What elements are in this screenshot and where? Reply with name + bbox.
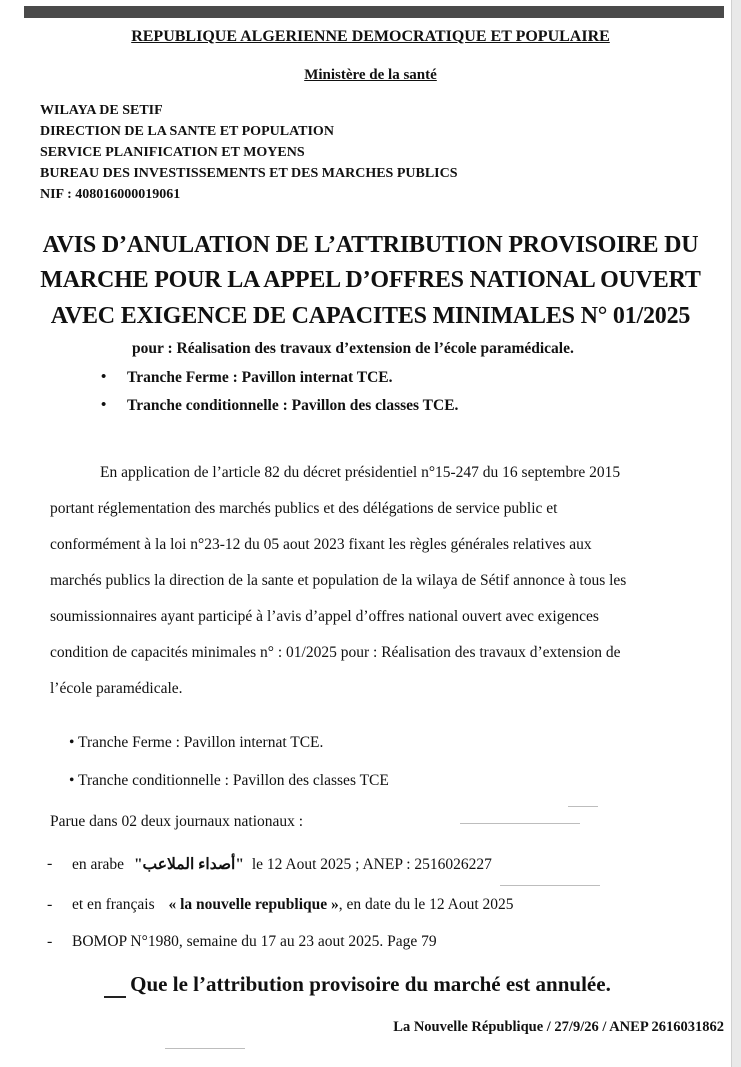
arabe-newspaper-name: "أصداء الملاعب": [133, 856, 244, 873]
bullet-icon: •: [101, 369, 107, 385]
scan-smudge: [460, 823, 580, 824]
header-wilaya: WILAYA DE SETIF: [40, 103, 163, 118]
publication-bomop: BOMOP N°1980, semaine du 17 au 23 aout 2025. Page 79: [72, 933, 437, 950]
ministry-heading: Ministère de la santé: [304, 67, 437, 83]
scan-smudge: [165, 1048, 245, 1049]
body-line-6: condition de capacités minimales n° : 01/2025 pour : Réalisation des travaux d’extension de: [50, 644, 621, 661]
dash-marker: -: [47, 933, 53, 950]
header-nif: NIF : 408016000019061: [40, 187, 181, 202]
fr-post: , en date du le 12 Aout 2025: [338, 896, 514, 913]
title-object: pour : Réalisation des travaux d’extension de l’école paramédicale.: [132, 340, 574, 357]
scan-right-edge: [731, 0, 741, 1067]
dash-marker: -: [47, 855, 53, 872]
title-line-2: MARCHE POUR LA APPEL D’OFFRES NATIONAL OUVERT: [40, 267, 701, 293]
tranche-conditionnelle-item: • Tranche conditionnelle : Pavillon des classes TCE: [69, 772, 389, 789]
publication-francais: [72, 896, 514, 914]
publication-arabe: [72, 855, 492, 874]
tranche-ferme-item: • Tranche Ferme : Pavillon internat TCE.: [69, 734, 324, 751]
title-line-3: AVEC EXIGENCE DE CAPACITES MINIMALES N° 01/2025: [50, 303, 691, 329]
scan-smudge: [500, 885, 600, 886]
header-direction: DIRECTION DE LA SANTE ET POPULATION: [40, 124, 334, 139]
body-line-2: portant réglementation des marchés publics et des délégations de service public et: [50, 500, 558, 517]
republic-heading: REPUBLIQUE ALGERIENNE DEMOCRATIQUE ET POPULAIRE: [131, 28, 610, 45]
bullet-icon: •: [101, 397, 107, 413]
closing-statement: Que le l’attribution provisoire du marché est annulée.: [130, 972, 611, 996]
fr-newspaper-name: « la nouvelle republique »: [168, 896, 339, 913]
footer-source: La Nouvelle République / 27/9/26 / ANEP 2616031862: [393, 1019, 724, 1035]
scan-smudge: [568, 806, 598, 807]
tranche-ferme-bold: Tranche Ferme : Pavillon internat TCE.: [127, 369, 393, 386]
header-service: SERVICE PLANIFICATION ET MOYENS: [40, 145, 305, 160]
body-line-1: En application de l’article 82 du décret présidentiel n°15-247 du 16 septembre 2015: [100, 464, 621, 481]
body-line-5: soumissionnaires ayant participé à l’avis d’appel d’offres national ouvert avec exigences: [50, 608, 599, 625]
scan-top-border: [24, 6, 724, 18]
fr-pre: et en français: [72, 896, 155, 913]
body-line-3: conformément à la loi n°23-12 du 05 aout 2023 fixant les règles générales relatives aux: [50, 536, 592, 553]
title-line-1: AVIS D’ANULATION DE L’ATTRIBUTION PROVISOIRE DU: [42, 232, 699, 258]
arabe-pre: en arabe: [72, 856, 125, 873]
arabe-post: le 12 Aout 2025 ; ANEP : 2516026227: [251, 856, 492, 873]
tranche-conditionnelle-bold: Tranche conditionnelle : Pavillon des classes TCE.: [127, 397, 459, 414]
parue-line: Parue dans 02 deux journaux nationaux :: [50, 813, 304, 830]
header-bureau: BUREAU DES INVESTISSEMENTS ET DES MARCHES PUBLICS: [40, 166, 458, 181]
dash-marker: -: [47, 896, 53, 913]
body-line-7: l’école paramédicale.: [50, 680, 183, 697]
body-line-4: marchés publics la direction de la sante et population de la wilaya de Sétif annonce à tous les: [50, 572, 627, 589]
